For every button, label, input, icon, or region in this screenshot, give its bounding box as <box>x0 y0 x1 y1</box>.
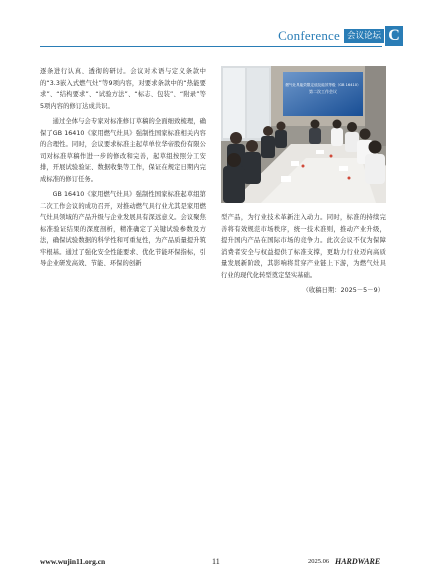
banner-text-line2: 第二次工作会议 <box>309 89 337 94</box>
section-title-cn: 会议论坛 <box>344 29 384 43</box>
paragraph: 型产品，为行业技术革新注入动力。同时，标准的持续完善将有效规范市场秩序，统一技术准则，推动产业升级，提升国内产品在国际市场的竞争力。此次会议不仅为保障消费者安全与权益提供了标准支撑，更助力行业迈向高质量发展新阶段，其影响将贯穿产业链上下游，为燃气灶具行业的现代化转型奠定坚实基础。 <box>221 214 386 279</box>
section-title-en: Conference <box>278 28 340 43</box>
section-letter-badge: C <box>385 26 403 46</box>
banner-text-line1: 燃气灶具能效限定值及能效等级（GB 16410） <box>285 83 361 87</box>
received-date: （收稿日期：2025－5－9） <box>302 287 384 294</box>
paragraph: GB 16410《家用燃气灶具》强制性国家标准起草组第二次工作会议的成功召开，对推动燃气具行业尤其是家用燃气灶具领域的产品升级与企业发展具有深远意义。会议聚焦标准验证结果的深度剖析，精准确定了关键试验参数及方法，确保试验数据的科学性和可重复性，为产品质量提升筑牢根基。通过了强化安全性能要求、优化节能环保指标，引导企业研发高效、节能、环保的创新 <box>40 191 206 267</box>
paragraph: 通过全体与会专家对标准修订草稿的全面细致梳理，确保了GB 16410《家用燃气灶具》强制性国家标准相关内容的合理性。同时，会议要求标准主起草单位华帝股份有限公司对标准草稿作进一步的修改和完善，起草组按照分工安排，开展试验验证、数据收集等工作，保证在规定日期内完成标准的修订任务。 <box>40 118 206 183</box>
magazine-name: HARDWARE <box>335 557 381 566</box>
paragraph: 逐条进行认真、透彻的研讨。会议对术语与定义条款中的“3.3嵌入式燃气灶”等9项内容，对要求条款中的“热能要求”、“结构要求”、“试验方法”、“标志、包装”、“附录”等5项内容的修订达成共识。 <box>40 68 206 110</box>
page-number: 11 <box>212 557 220 566</box>
meeting-photo <box>221 66 386 203</box>
issue-number: 2025.06 <box>308 558 330 565</box>
section-header <box>278 26 403 46</box>
left-column <box>40 66 206 270</box>
header-rule <box>40 46 382 47</box>
right-column <box>221 212 386 297</box>
website-url[interactable]: www.wujin11.org.cn <box>40 557 106 566</box>
